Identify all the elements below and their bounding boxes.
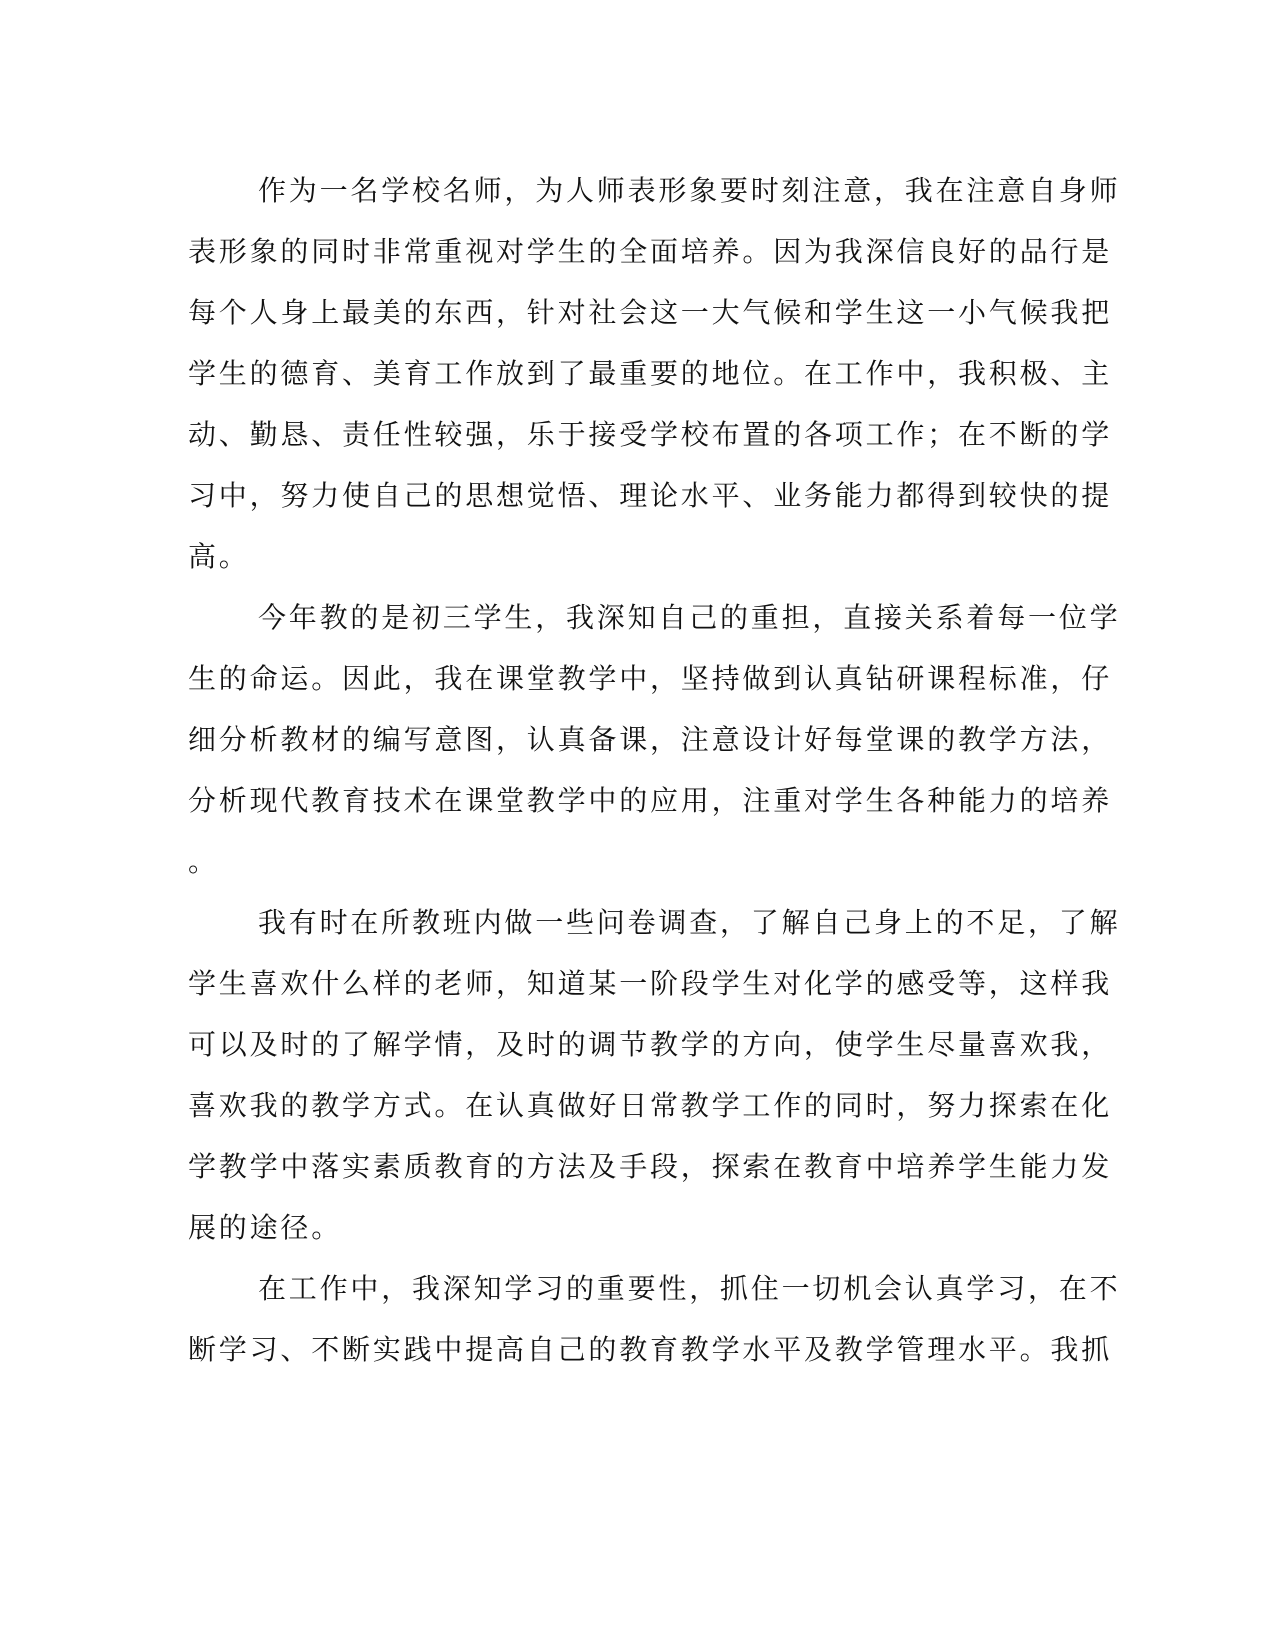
- paragraph-line: 可以及时的了解学情，及时的调节教学的方向，使学生尽量喜欢我，: [188, 1028, 1113, 1061]
- paragraph-3: [188, 892, 1121, 1258]
- paragraph-line: 在工作中，我深知学习的重要性，抓住一切机会认真学习，在不: [258, 1272, 1121, 1305]
- paragraph-line: 细分析教材的编写意图，认真备课，注意设计好每堂课的教学方法，: [188, 723, 1113, 756]
- paragraph-line: 动、勤恳、责任性较强，乐于接受学校布置的各项工作；在不断的学: [188, 418, 1113, 451]
- paragraph-line: 喜欢我的教学方式。在认真做好日常教学工作的同时，努力探索在化: [188, 1089, 1113, 1122]
- document-body: [188, 160, 1121, 1380]
- paragraph-4: [188, 1258, 1121, 1380]
- paragraph-line: 展的途径。: [188, 1211, 343, 1244]
- paragraph-line: 分析现代教育技术在课堂教学中的应用，注重对学生各种能力的培养: [188, 784, 1113, 817]
- paragraph-line: 我有时在所教班内做一些问卷调查，了解自己身上的不足，了解: [258, 906, 1121, 939]
- paragraph-line: 学教学中落实素质教育的方法及手段，探索在教育中培养学生能力发: [188, 1150, 1113, 1183]
- paragraph-line: 生的命运。因此，我在课堂教学中，坚持做到认真钻研课程标准，仔: [188, 662, 1113, 695]
- paragraph-line: 学生的德育、美育工作放到了最重要的地位。在工作中，我积极、主: [188, 357, 1113, 390]
- paragraph-line: 学生喜欢什么样的老师，知道某一阶段学生对化学的感受等，这样我: [188, 967, 1113, 1000]
- paragraph-line: 每个人身上最美的东西，针对社会这一大气候和学生这一小气候我把: [188, 296, 1113, 329]
- paragraph-line: 作为一名学校名师，为人师表形象要时刻注意，我在注意自身师: [258, 174, 1121, 207]
- paragraph-line: 。: [188, 845, 219, 878]
- paragraph-line: 今年教的是初三学生，我深知自己的重担，直接关系着每一位学: [258, 601, 1121, 634]
- paragraph-1: [188, 160, 1121, 587]
- paragraph-2: [188, 587, 1121, 892]
- paragraph-line: 断学习、不断实践中提高自己的教育教学水平及教学管理水平。我抓: [188, 1333, 1113, 1366]
- paragraph-line: 表形象的同时非常重视对学生的全面培养。因为我深信良好的品行是: [188, 235, 1113, 268]
- paragraph-line: 习中，努力使自己的思想觉悟、理论水平、业务能力都得到较快的提: [188, 479, 1113, 512]
- paragraph-line: 高。: [188, 540, 250, 573]
